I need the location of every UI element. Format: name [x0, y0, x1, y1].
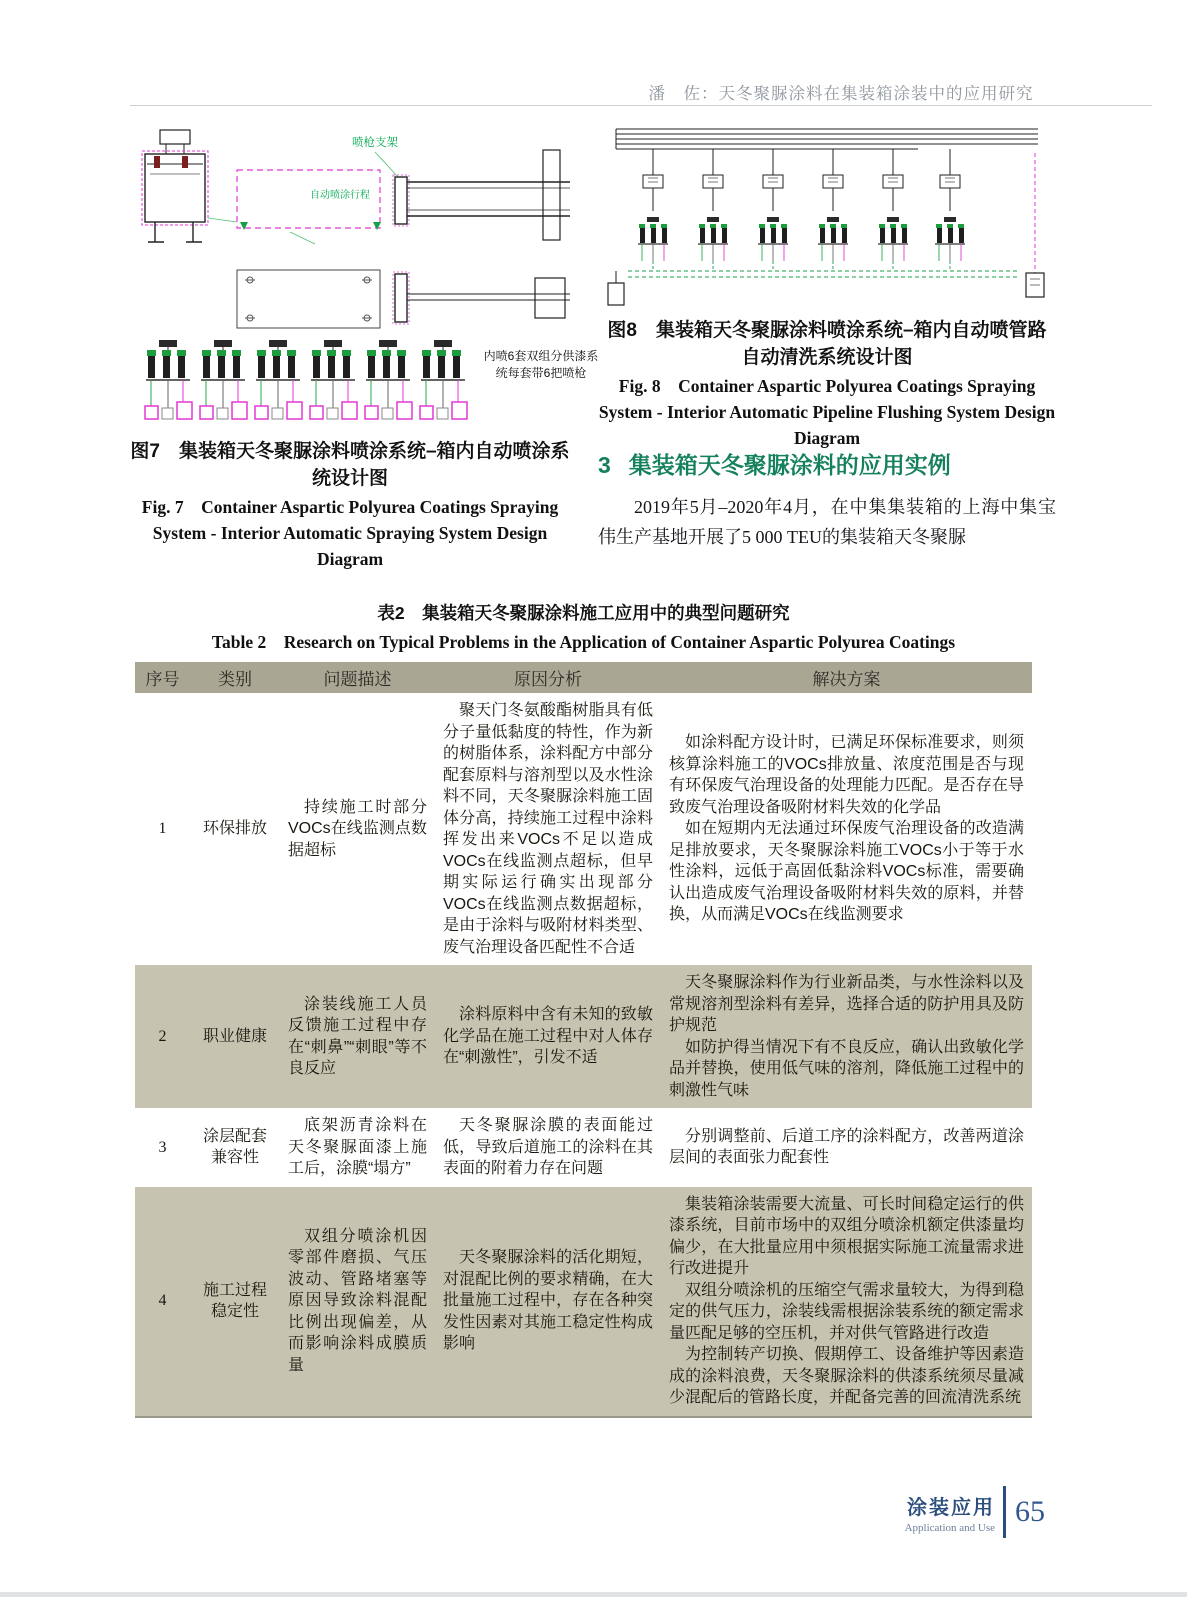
- figure8-caption-en: Fig. 8 Container Aspartic Polyurea Coatings Spraying System - Interior Automatic Pipeline Flushing System Design Diagram: [598, 376, 1056, 448]
- cell-problem: 底架沥青涂料在天冬聚脲面漆上施工后，涂膜“塌方”: [288, 1117, 427, 1177]
- cell-solution: 集装箱涂装需要大流量、可长时间稳定运行的供漆系统，目前市场中的双组分喷涂机额定供漆量均偏少，在大批量应用中须根据实际施工流量需求进行改进提升 双组分喷涂机的压缩空气需求量较大，为得到稳定的供气压力，涂装线需根据涂装系统的额定需求量匹配足够的空压机，并对供气管路进行改造 为控制转产切换、假期停工、设备维护等因素造成的涂料浪费，天冬聚脲涂料的供漆系统须尽量减少混配后的管路长度，并配备完善的回流清洗系统: [669, 1195, 1024, 1406]
- table-header-cell: 解决方案: [812, 670, 881, 689]
- page-footer: [905, 1486, 1045, 1538]
- cell-problem: 涂装线施工人员反馈施工过程中存在“刺鼻”“刺眼”等不良反应: [288, 995, 427, 1077]
- cell-cause: 涂料原料中含有未知的致敏化学品在施工过程中对人体存在“刺激性”，引发不适: [443, 1006, 653, 1067]
- table-row: [135, 693, 1032, 965]
- section-heading: [598, 450, 1056, 480]
- body-paragraph: 2019年5月–2020年4月，在中集集装箱的上海中集宝伟生产基地开展了5 000 TEU的集装箱天冬聚脲: [598, 497, 1056, 547]
- cell-category: 职业健康: [202, 1027, 267, 1045]
- table-title-cn: 表2 集装箱天冬聚脲涂料施工应用中的典型问题研究: [377, 603, 790, 623]
- running-header: 潘 佐：天冬聚脲涂料在集装箱涂装中的应用研究: [648, 85, 1034, 103]
- figure7-caption-cn: 图7 集装箱天冬聚脲涂料喷涂系统–箱内自动喷涂系统设计图: [130, 441, 570, 489]
- figure-8: [598, 125, 1056, 451]
- figure-7: [130, 122, 599, 572]
- table-header-row: [135, 662, 1032, 693]
- footer-labels: [905, 1491, 995, 1534]
- spray-range-label: 自动喷涂行程: [310, 190, 370, 201]
- section-number: 3: [598, 452, 611, 478]
- figure8-diagram: [598, 125, 1056, 311]
- footer-divider-bar: [1003, 1486, 1006, 1538]
- cell-solution: 天冬聚脲涂料作为行业新品类，与水性涂料以及常规溶剂型涂料有差异，选择合适的防护用具及防护规范 如防护得当情况下有不良反应，确认出致敏化学品并替换，使用低气味的溶剂，降低施工过程中的刺激性气味: [669, 974, 1024, 1099]
- table-header-cell: 问题描述: [323, 670, 392, 689]
- table-title-en: Table 2 Research on Typical Problems in the Application of Container Aspartic Polyurea Coatings: [211, 632, 956, 652]
- cell-no: 1: [158, 820, 167, 838]
- table-header-cell: 序号: [145, 670, 180, 689]
- footer-column-en: Application and Use: [904, 1521, 995, 1534]
- cell-category: 施工过程稳定性: [202, 1281, 267, 1320]
- section-3: [598, 450, 1056, 552]
- table-header-cell: 原因分析: [514, 670, 582, 689]
- footer-column-cn: 涂装应用: [907, 1496, 995, 1519]
- cell-problem: 持续施工时部分VOCs在线监测点数据超标: [288, 798, 427, 859]
- problems-table: [135, 662, 1032, 1418]
- figure7-annotation: 内喷6套双组分供漆系统每套带6把喷枪: [483, 349, 599, 380]
- table-header-cell: 类别: [218, 670, 252, 689]
- table-row: [135, 1108, 1032, 1187]
- figure7-caption-en: Fig. 7 Container Aspartic Polyurea Coatings Spraying System - Interior Automatic Spraying System Design Diagram: [141, 497, 559, 569]
- bottom-rule: [0, 1592, 1187, 1597]
- cell-solution: 分别调整前、后道工序的涂料配方，改善两道涂层间的表面张力配套性: [669, 1127, 1024, 1167]
- cell-problem: 双组分喷涂机因零部件磨损、气压波动、管路堵塞等原因导致涂料混配比例出现偏差，从而影响涂料成膜质量: [288, 1227, 427, 1374]
- cell-category: 环保排放: [202, 820, 267, 838]
- cell-no: 3: [158, 1138, 167, 1156]
- figure7-diagram: [130, 122, 570, 430]
- cell-no: 4: [158, 1292, 167, 1310]
- cell-solution: 如涂料配方设计时，已满足环保标准要求，则须核算涂料施工的VOCs排放量、浓度范围是否与现有环保废气治理设备的处理能力匹配。是否存在导致废气治理设备吸附材料失效的化学品 如在短期内无法通过环保废气治理设备的改造满足排放要求，天冬聚脲涂料施工VOCs小于等于水性涂料，远低于高固低黏涂料VOCs标准，需要确认出造成废气治理设备吸附材料失效的原料，并替换，从而满足VOCs在线监测要求: [669, 734, 1024, 924]
- table-row: [135, 965, 1032, 1108]
- table-body: [135, 693, 1032, 1417]
- gun-bracket-label: 喷枪支架: [352, 137, 398, 149]
- cell-cause: 聚天门冬氨酸酯树脂具有低分子量低黏度的特性，作为新的树脂体系，涂料配方中部分配套原料与溶剂型以及水性涂料不同，天冬聚脲涂料施工固体分高，持续施工过程中涂料挥发出来VOCs不足以造成VOCs在线监测点超标，但早期实际运行确实出现部分VOCs在线监测点数据超标，是由于涂料与吸附材料类型、废气治理设备匹配性不合适: [443, 702, 653, 956]
- page-number: 65: [1015, 1495, 1045, 1528]
- cell-cause: 天冬聚脲涂料的活化期短，对混配比例的要求精确，在大批量施工过程中，存在各种突发性因素对其施工稳定性构成影响: [443, 1249, 653, 1353]
- table-row: [135, 1187, 1032, 1417]
- header-rule: [130, 105, 1152, 106]
- section-title: 集装箱天冬聚脲涂料的应用实例: [628, 452, 951, 478]
- figure8-caption-cn: 图8 集装箱天冬聚脲涂料喷涂系统–箱内自动喷管路自动清洗系统设计图: [607, 320, 1047, 368]
- cell-no: 2: [158, 1027, 167, 1045]
- table-2-block: [135, 600, 1032, 1418]
- cell-cause: 天冬聚脲涂膜的表面能过低，导致后道施工的涂料在其表面的附着力存在问题: [443, 1117, 653, 1177]
- cell-category: 涂层配套兼容性: [202, 1127, 267, 1167]
